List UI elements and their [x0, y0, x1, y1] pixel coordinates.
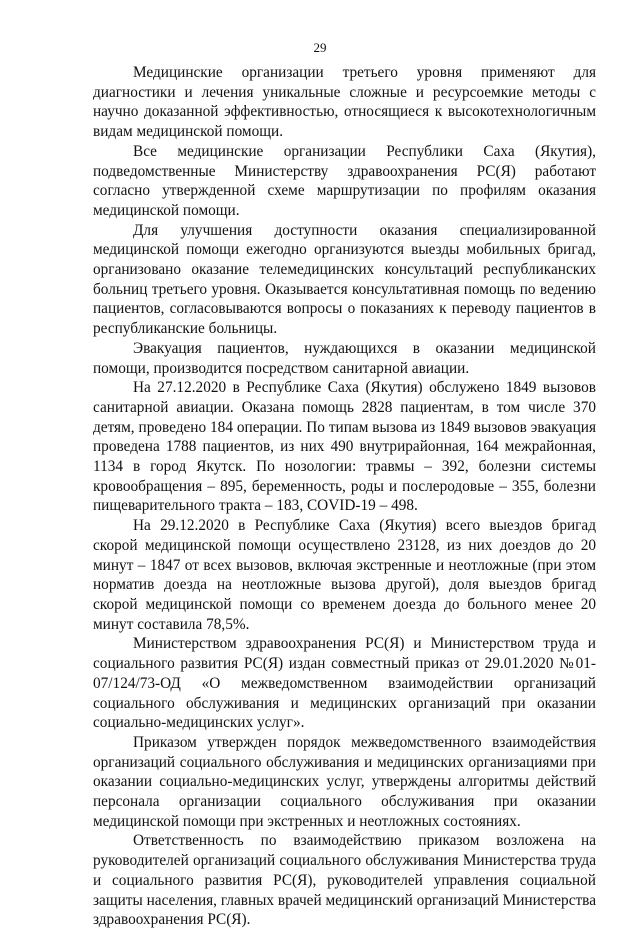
paragraph-interaction-procedure: Приказом утвержден порядок межведомственного взаимодействия организаций социального обслуживания и медицинских организациями при оказании социально-медицинских услуг, утверждены алгоритмы действий персонала организации социального обслуживания при оказании медицинской помощи при экстренных и неотложных состояниях. [93, 733, 596, 830]
page-number: 29 [313, 40, 327, 55]
paragraph-mobile-teams-telemedicine: Для улучшения доступности оказания специализированной медицинской помощи ежегодно организуются выезды мобильных бригад, организовано оказание телемедицинских консультаций республиканских больниц третьего уровня. Оказывается консультативная помощь по ведению пациентов, согласовываются вопросы о показаниях к переводу пациентов в республиканские больницы. [93, 221, 596, 338]
paragraph-joint-order: Министерством здравоохранения РС(Я) и Министерством труда и социального развития РС(Я) издан совместный приказ от 29.01.2020 №01-07/124/73-ОД «О межведомственном взаимодействии организаций социального обслуживания и медицинских организаций при оказании социально-медицинских услуг». [93, 635, 596, 732]
body-text [93, 63, 596, 930]
paragraph-routing-scheme: Все медицинские организации Республики Саха (Якутия), подведомственные Министерству здравоохранения РС(Я) работают согласно утвержденной схеме маршрутизации по профилям оказания медицинской помощи. [93, 142, 596, 219]
paragraph-tertiary-level-organizations: Медицинские организации третьего уровня применяют для диагностики и лечения уникальные сложные и ресурсоемкие методы с научно доказанной эффективностью, относящиеся к высокотехнологичным видам медицинской помощи. [93, 64, 596, 141]
paragraph-aviation-statistics: На 27.12.2020 в Республике Саха (Якутия) обслужено 1849 вызовов санитарной авиации. Оказана помощь 2828 пациентам, в том числе 370 детям, проведено 184 операции. По типам вызова из 1849 вызовов эвакуация проведена 1788 пациентов, из них 490 внутрирайонная, 164 межрайонная, 1134 в город Якутск. По нозологии: травмы – 392, болезни системы кровообращения – 895, беременность, роды и послеродовые – 355, болезни пищеварительного тракта – 183, COVID-19 – 498. [93, 379, 596, 515]
paragraph-responsibility: Ответственность по взаимодействию приказом возложена на руководителей организаций социального обслуживания Министерства труда и социального развития РС(Я), руководителей управления социальной защиты населения, главных врачей медицинский организаций Министерства здравоохранения РС(Я). [93, 832, 596, 929]
paragraph-ambulance-statistics: На 29.12.2020 в Республике Саха (Якутия) всего выездов бригад скорой медицинской помощи осуществлено 23128, из них доездов до 20 минут – 1847 от всех вызовов, включая экстренные и неотложные (при этом норматив доезда на неотложные вызова другой), доля выездов бригад скорой медицинской помощи со временем доезда до больного менее 20 минут составила 78,5%. [93, 517, 596, 633]
paragraph-sanitary-aviation-evacuation: Эвакуация пациентов, нуждающихся в оказании медицинской помощи, производится посредством санитарной авиации. [93, 339, 596, 377]
